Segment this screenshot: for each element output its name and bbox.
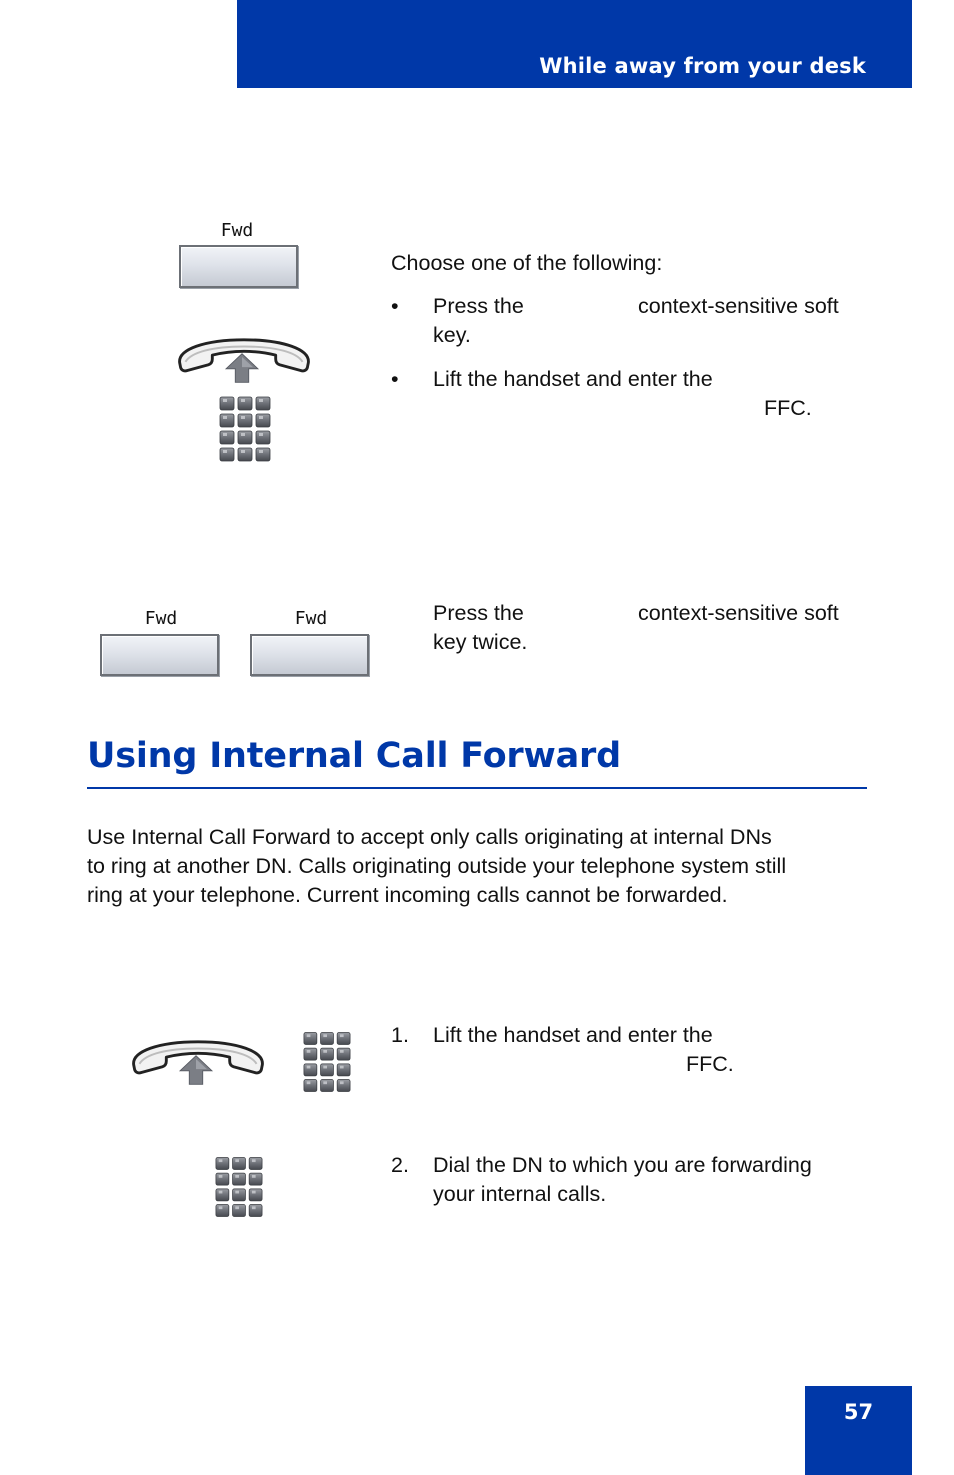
- fwd-softkey-icon: [100, 634, 219, 676]
- header-title: While away from your desk: [539, 54, 866, 78]
- list-item: [391, 1151, 871, 1211]
- section-paragraph: [87, 823, 877, 910]
- bullet-mark: •: [391, 294, 399, 318]
- step1-text-b: FFC.: [686, 1052, 734, 1076]
- option1-text-c: key.: [433, 323, 471, 347]
- up-arrow-icon: [175, 1054, 217, 1086]
- dialpad-icon: [219, 396, 271, 462]
- block2-text-c: key twice.: [433, 630, 528, 654]
- step2-text-b: your internal calls.: [433, 1182, 607, 1206]
- fwd-softkey-icon: [179, 245, 298, 288]
- step-number: 1.: [391, 1023, 409, 1047]
- choose-intro-text: Choose one of the following:: [391, 251, 663, 275]
- fwd-softkey-label: Fwd: [220, 220, 254, 241]
- heading-rule: [87, 787, 867, 789]
- press-twice-text: [433, 599, 873, 659]
- list-item: [391, 365, 871, 425]
- dialpad-icon: [215, 1154, 263, 1220]
- paragraph-line: Use Internal Call Forward to accept only calls originating at internal DNs: [87, 825, 772, 849]
- bullet-mark: •: [391, 367, 399, 391]
- list-item: [391, 292, 871, 352]
- page-number-box: [805, 1386, 912, 1475]
- header-bar: [237, 0, 912, 88]
- paragraph-line: ring at your telephone. Current incoming calls cannot be forwarded.: [87, 883, 728, 907]
- option1-text-a: Press the: [433, 294, 524, 318]
- fwd-softkey-label: Fwd: [294, 608, 328, 629]
- option2-text-b: FFC.: [764, 396, 812, 420]
- step-number: 2.: [391, 1153, 409, 1177]
- page-number: 57: [843, 1400, 874, 1424]
- block2-text-a: Press the: [433, 601, 524, 625]
- list-item: [391, 1021, 871, 1081]
- dialpad-icon: [303, 1029, 351, 1095]
- block2-text-b: context-sensitive soft: [638, 601, 839, 625]
- up-arrow-icon: [221, 352, 263, 384]
- step2-text-a: Dial the DN to which you are forwarding: [433, 1153, 812, 1177]
- section-heading: Using Internal Call Forward: [87, 736, 621, 776]
- fwd-softkey-label: Fwd: [144, 608, 178, 629]
- step1-text-a: Lift the handset and enter the: [433, 1023, 713, 1047]
- fwd-softkey-icon: [250, 634, 369, 676]
- paragraph-line: to ring at another DN. Calls originating outside your telephone system still: [87, 854, 787, 878]
- option1-text-b: context-sensitive soft: [638, 294, 839, 318]
- option2-text-a: Lift the handset and enter the: [433, 367, 713, 391]
